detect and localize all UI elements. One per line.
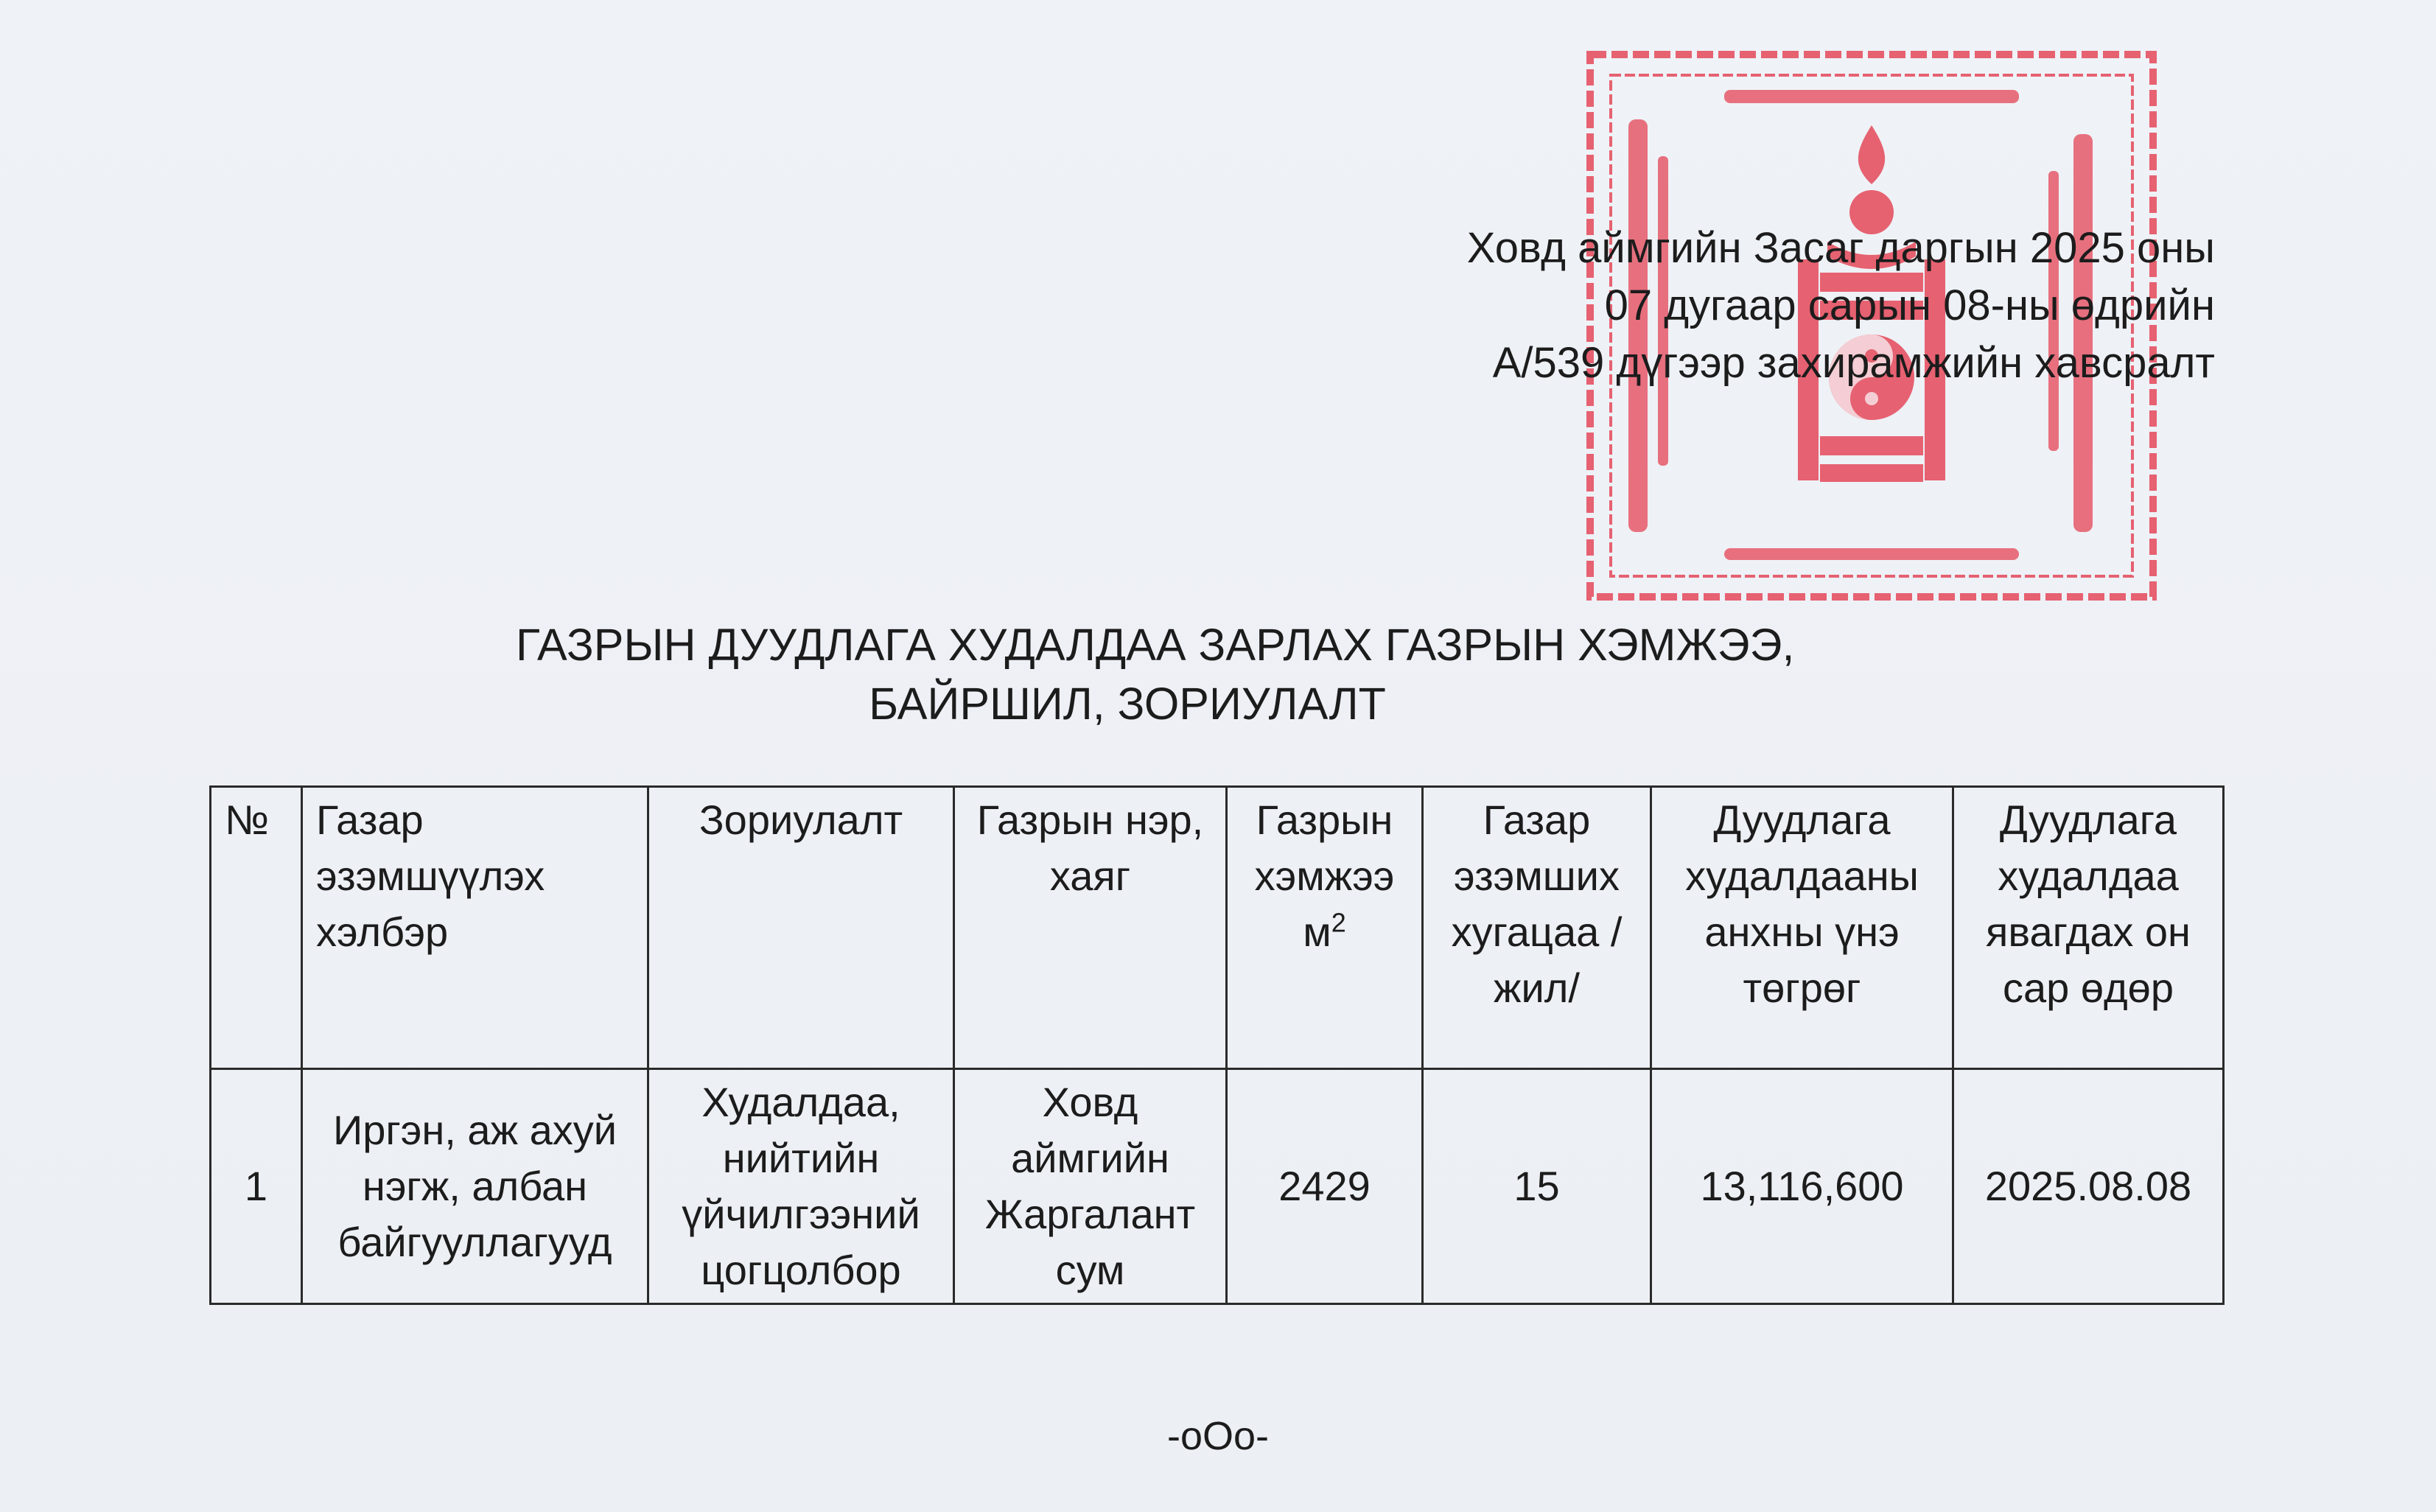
annex-note-line-3: А/539 дүгээр захирамжийн хавсралт [1492, 339, 2215, 387]
header-start-price: Дуудлага худалдааны анхны үнэ төгрөг [1651, 787, 1953, 1069]
cell-auction-date: 2025.08.08 [1953, 1069, 2224, 1304]
header-land-size-unit-sup: 2 [1331, 907, 1346, 938]
title-line-1: ГАЗРЫН ДУУДЛАГА ХУДАЛДАА ЗАРЛАХ ГАЗРЫН ХЭМЖЭЭ, [516, 620, 1795, 670]
header-auction-date: Дуудлага худалдаа явагдах он сар өдөр [1953, 787, 2224, 1069]
title-line-2: БАЙРШИЛ, ЗОРИУЛАЛТ [869, 679, 1386, 729]
header-land-size-unit: м [1303, 909, 1331, 955]
annex-note-line-1: Ховд аймгийн Засаг даргын 2025 оны [1466, 224, 2215, 272]
header-purpose: Зориулалт [648, 787, 954, 1069]
document-title [516, 615, 1795, 733]
cell-no: 1 [211, 1069, 302, 1304]
table-header-row [211, 787, 2224, 1069]
header-no: № [211, 787, 302, 1069]
table-row [211, 1069, 2224, 1304]
cell-ownership-form: Иргэн, аж ахуй нэгж, албан байгууллагууд [302, 1069, 648, 1304]
cell-name-address: Ховд аймгийн Жаргалант сум [954, 1069, 1227, 1304]
header-term: Газар эзэмших хугацаа /жил/ [1423, 787, 1651, 1069]
end-of-document-mark: -oOo- [1166, 1414, 1270, 1458]
header-ownership-form: Газар эзэмшүүлэх хэлбэр [302, 787, 648, 1069]
land-auction-table [209, 785, 2225, 1305]
cell-purpose: Худалдаа, нийтийн үйчилгээний цогцолбор [648, 1069, 954, 1304]
cell-term: 15 [1423, 1069, 1651, 1304]
header-land-size-label: Газрын хэмжээ [1254, 797, 1395, 899]
header-name-address: Газрын нэр, хаяг [954, 787, 1227, 1069]
annex-reference-note [1467, 220, 2215, 392]
annex-note-line-2: 07 дугаар сарын 08-ны өдрийн [1604, 281, 2215, 329]
header-land-size [1227, 787, 1423, 1069]
cell-start-price: 13,116,600 [1651, 1069, 1953, 1304]
cell-land-size: 2429 [1227, 1069, 1423, 1304]
